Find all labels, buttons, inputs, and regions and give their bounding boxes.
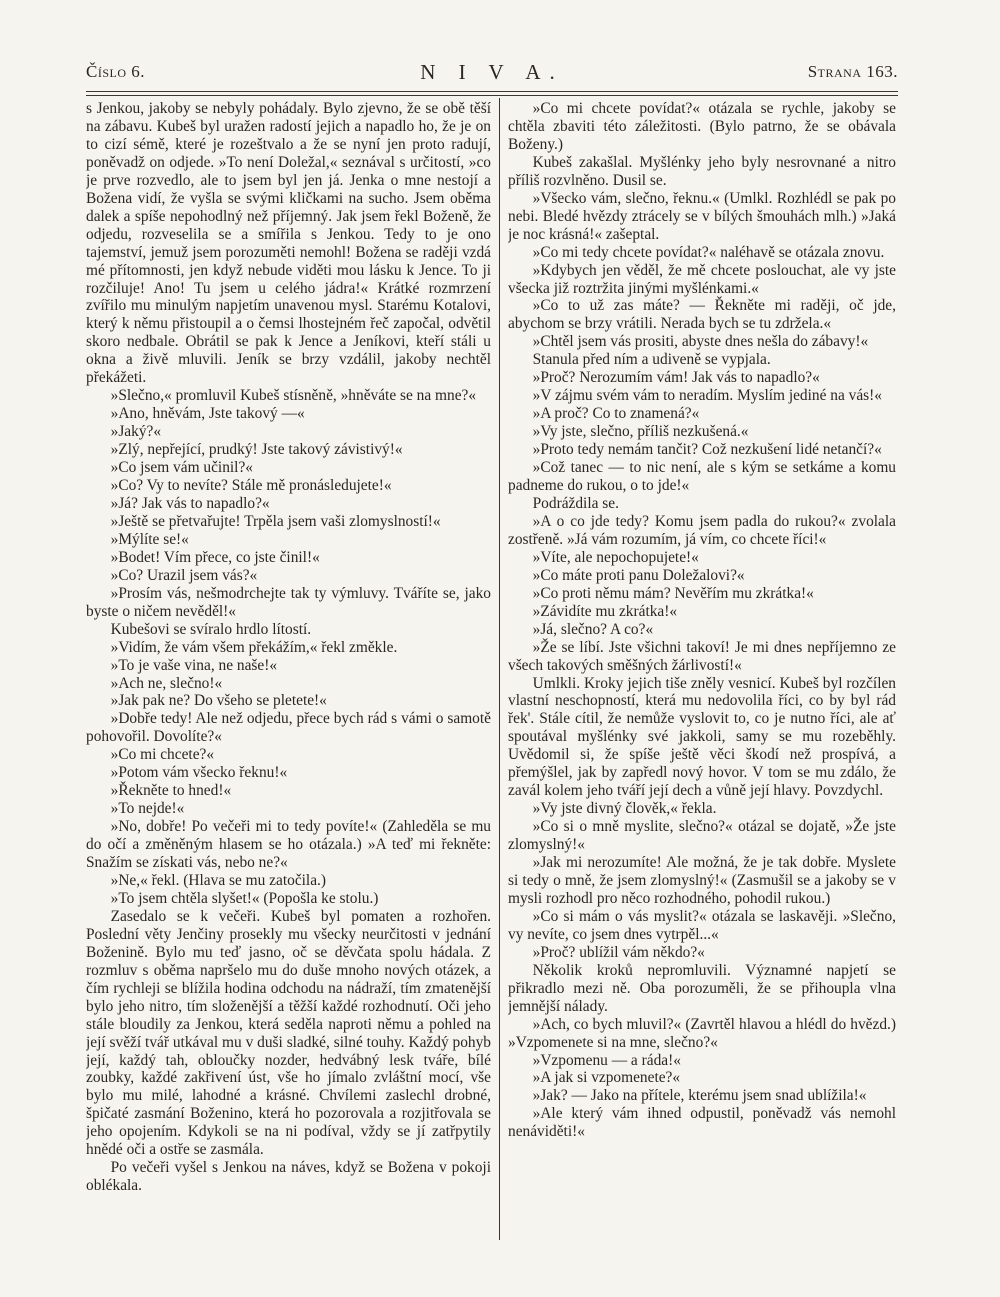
- paragraph: »Závidíte mu zkrátka!«: [532, 602, 678, 620]
- paragraph: »Řekněte to hned!«: [110, 782, 232, 800]
- right-text-column: [508, 100, 896, 1240]
- paragraph: »Vy jste, slečno, příliš nezkušená.«: [532, 423, 749, 441]
- paragraph: Několik kroků nepromluvili. Významné napjetí se přikradlo mezi ně. Oba porozuměli, že se přihoupla vlna jemnější nálady.: [508, 961, 896, 1015]
- left-text-column: [86, 100, 491, 1240]
- paragraph: »Jaký?«: [110, 423, 162, 441]
- paragraph: »Jak mi nerozumíte! Ale možná, že je tak dobře. Myslete si tedy o mně, že jsem zlomyslný!« (Zasmušil se a jakoby se v mysli rozhodl pro něco rozhodného, pohodil rukou.): [508, 854, 896, 907]
- paragraph: »Potom vám všecko řeknu!«: [110, 764, 288, 782]
- paragraph: »V zájmu svém vám to neradím. Myslím jediné na vás!«: [532, 387, 882, 405]
- paragraph: »Já? Jak vás to napadlo?«: [110, 494, 270, 512]
- paragraph: »Ještě se přetvařujte! Trpěla jsem vaši zlomyslností!«: [110, 512, 441, 530]
- paragraph: »Co máte proti panu Doležalovi?«: [532, 566, 745, 584]
- paragraph: »Že se líbí. Jste všichni takoví! Je mi dnes nepříjemno ze všech takových směšných žárlivostí!«: [508, 638, 896, 674]
- header-rule-bottom: [86, 95, 898, 96]
- paragraph: »Co si mám o vás myslit?« otázala se laskavěji. »Slečno, vy nevíte, co jsem dnes vytrpěl...«: [508, 907, 896, 943]
- paragraph: Podráždila se.: [532, 494, 619, 512]
- paragraph: »Prosím vás, nešmodrchejte tak ty výmluvy. Tváříte se, jako byste o ničem nevěděl!«: [86, 584, 491, 620]
- paragraph: »Proto tedy nemám tančit? Což nezkušení lidé netančí?«: [532, 441, 882, 459]
- paragraph: »Co? Urazil jsem vás?«: [110, 566, 258, 584]
- paragraph: »Zlý, nepřející, prudký! Jste takový závistivý!«: [110, 441, 403, 459]
- paragraph: »Mýlíte se!«: [110, 530, 189, 548]
- paragraph: Zasedalo se k večeři. Kubeš byl pomaten a rozhořen. Poslední věty Jenčiny prosekly mu všecky neurčitosti v jednání Boženině. Bylo mu teď jasno, oč se děvčata spolu hádala. Z rozmluv s oběma napršelo mu do duše mnoho nových otázek, a čím rychleji se blížila hodina odchodu na nádraží, tím zmatenější bylo jeho nitro, tím složenější a těžší každé rozhodnutí. Oči jeho stále bloudily za Jenkou, která seděla naproti němu a pohled na její svěží tvář utkával mu v duši sladké, silné touhy. Každý pohyb její, každý tah, obloučky nozder, hedvábný lesk tváře, bílé zoubky, každé zakřivení úst, vše ho jímalo zvláštní mocí, vše bylo mu milé, lahodné a krásné. Chvílemi zaslechl drobné, špičaté zasmání Boženino, která ho pozorovala a rozjitřovala se jeho opojením. Kdykoli se na ni podíval, vždy se jí zatřpytily hnědé oči a ostře se zasmála.: [86, 907, 491, 1159]
- paragraph: »Ach ne, slečno!«: [110, 674, 223, 692]
- paragraph: »Proč? ublížil vám někdo?«: [532, 943, 705, 961]
- paragraph: »Ano, hněvám, Jste takový —«: [110, 405, 305, 423]
- paragraph: »A o co jde tedy? Komu jsem padla do rukou?« zvolala zostřeně. »Já vám rozumím, já vím, co chcete říci!«: [508, 512, 896, 548]
- paragraph: »Proč? Nerozumím vám! Jak vás to napadlo?«: [532, 369, 820, 387]
- paragraph: »Co? Vy to nevíte? Stále mě pronásledujete!«: [110, 477, 392, 495]
- paragraph: »Co si o mně myslite, slečno?« otázal se dojatě, »Že jste zlomyslný!«: [508, 818, 896, 854]
- page-header: [86, 62, 898, 86]
- paragraph: Stanula před ním a udiveně se vypjala.: [532, 351, 771, 369]
- paragraph: »Jak? — Jako na přítele, kterému jsem snad ublížila!«: [532, 1087, 867, 1105]
- paragraph: »A proč? Co to znamená?«: [532, 405, 700, 423]
- paragraph: »No, dobře! Po večeři mi to tedy povíte!« (Zahleděla se mu do očí a změněným hlasem se ho otázala.) »A teď mi řekněte: Snažím se získati vás, nebo ne?«: [86, 818, 491, 872]
- paragraph: s Jenkou, jakoby se nebyly pohádaly. Bylo zjevno, že se obě těší na zábavu. Kubeš byl uražen radostí jejich a napadlo ho, že je on to cizí sémě, které je rozeštvalo a že se nyní jen proto radují, poněvadž on odjede. »To není Doležal,« seznával s určitostí, »co je prve rozvedlo, ale to jsem byl jen já. Jenka o mne nestojí a Božena vidí, že vyšla se svými kličkami na sucho. Jsem oběma dalek a spíše nepohodlný než příjemný. Jak jsem řekl Boženě, že odjedu, rozveselila se a smířila s Jenkou. Tedy to je ono tajemství, jemuž jsem porozuměti nemohl! Božena se raději vzdá mé přítomnosti, jen když nebude viděti mou lásku k Jence. To ji rozčiluje! Ano! Tu jsem u celého jádra!« Krátké rozmrzení zvířilo mu minulým napjetím unavenou mysl. Starému Kotalovi, který k němu přistoupil a o čemsi lhostejném řeč započal, odvětil skoro nedbale. Obrátil se pak k Jence a Jeníkovi, kteří stáli u okna a živě mluvili. Jeník se brzy vzdálil, jakoby nechtěl překážeti.: [86, 100, 491, 387]
- header-rule-top: [86, 91, 898, 92]
- paragraph: Kubešovi se svíralo hrdlo lítostí.: [110, 620, 312, 638]
- paragraph: »Což tanec — to nic není, ale s kým se setkáme a komu padneme do rukou, o to jde!«: [508, 459, 896, 495]
- paragraph: Kubeš zakašlal. Myšlénky jeho byly nesrovnané a nitro příliš rozvlněno. Dusil se.: [508, 153, 896, 189]
- paragraph: »Dobře tedy! Ale než odjedu, přece bych rád s vámi o samotě pohovořil. Dovolíte?«: [86, 710, 491, 746]
- paragraph: »A jak si vzpomenete?«: [532, 1069, 681, 1087]
- paragraph: »To nejde!«: [110, 800, 185, 818]
- paragraph: »Ach, co bych mluvil?« (Zavrtěl hlavou a hlédl do hvězd.) »Vzpomenete si na mne, slečno?«: [508, 1015, 896, 1051]
- paragraph: »Co mi tedy chcete povídat?« naléhavě se otázala znovu.: [532, 243, 885, 261]
- paragraph: »Všecko vám, slečno, řeknu.« (Umlkl. Rozhlédl se pak po nebi. Bledé hvězdy ztrácely se v bílých šmouhách mlh.) »Jaká je noc krásná!« zašeptal.: [508, 189, 896, 243]
- paragraph: »To jsem chtěla slyšet!« (Popošla ke stolu.): [110, 889, 379, 907]
- paragraph: »Co mi chcete?«: [110, 746, 215, 764]
- paragraph: »To je vaše vina, ne naše!«: [110, 656, 278, 674]
- paragraph: »Vy jste divný člověk,« řekla.: [532, 800, 717, 818]
- paragraph: Umlkli. Kroky jejich tiše zněly vesnicí. Kubeš byl rozčílen vlastní neschopností, která mu nedovolila říci, co by byl rád řek'. Stále cítil, že nemůže vyslovit to, co je nutno říci, ale ať spoutával myšlénky své jakkoli, samy se mu rozeběhly. Uvědomil si, že spíše ještě věci škodí než prospívá, a přemýšlel, jak by zapředl nový hovor. V tom se mu zdálo, že zavál kolem jeho tváří její dech a vůně její hlavy. Povzdychl.: [508, 674, 896, 800]
- paragraph: »Jak pak ne? Do všeho se pletete!«: [110, 692, 327, 710]
- paragraph: »Já, slečno? A co?«: [532, 620, 654, 638]
- paragraph: »Ne,« řekl. (Hlava se mu zatočila.): [110, 871, 327, 889]
- page-number: Strana 163.: [807, 62, 898, 81]
- paragraph: »Co to už zas máte? — Řekněte mi raději, oč jde, abychom se brzy vrátili. Nerada bych se tu zdržela.«: [508, 297, 896, 333]
- paragraph: »Ale který vám ihned odpustil, poněvadž vás nemohl nenáviděti!«: [508, 1105, 896, 1141]
- paragraph: »Kdybych jen věděl, že mě chcete poslouchat, ale vy jste všecka již roztržita jinými myšlénkami.«: [508, 261, 896, 297]
- paragraph: Po večeři vyšel s Jenkou na náves, když se Božena v pokoji oblékala.: [86, 1159, 491, 1195]
- paragraph: »Vzpomenu — a ráda!«: [532, 1051, 681, 1069]
- paragraph: »Víte, ale nepochopujete!«: [532, 548, 699, 566]
- journal-title: N I V A.: [420, 60, 564, 84]
- column-divider: [499, 98, 500, 1240]
- paragraph: »Co jsem vám učinil?«: [110, 459, 253, 477]
- paragraph: »Slečno,« promluvil Kubeš stísněně, »hněváte se na mne?«: [110, 387, 477, 405]
- paragraph: »Co proti němu mám? Nevěřím mu zkrátka!«: [532, 584, 814, 602]
- paragraph: »Vidím, že vám všem překážím,« řekl změkle.: [110, 638, 398, 656]
- paragraph: »Chtěl jsem vás prositi, abyste dnes nešla do zábavy!«: [532, 333, 869, 351]
- paragraph: »Co mi chcete povídat?« otázala se rychle, jakoby se chtěla zbaviti této záležitosti. (Bylo patrno, že se obávala Boženy.): [508, 100, 896, 153]
- issue-number: Číslo 6.: [86, 62, 146, 81]
- paragraph: »Bodet! Vím přece, co jste činil!«: [110, 548, 320, 566]
